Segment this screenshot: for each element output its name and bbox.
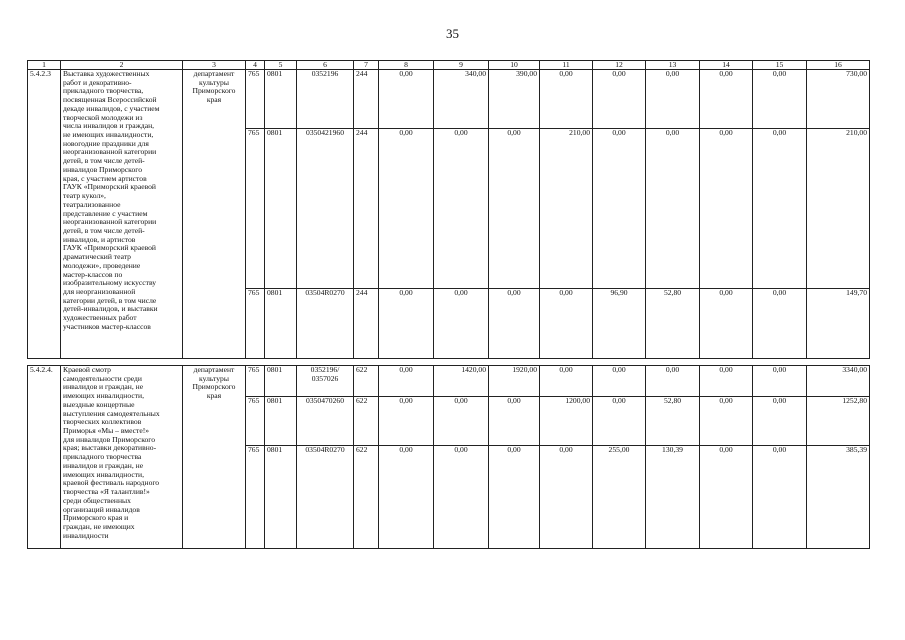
table-cell: 255,00 [593, 446, 646, 549]
table-cell: 0,00 [540, 289, 593, 359]
table-cell: 765 [246, 366, 265, 397]
table-cell: 0352196/ 0357026 [297, 366, 354, 397]
table-cell: 0,00 [700, 289, 753, 359]
table-cell: 3340,00 [807, 366, 870, 397]
column-header: 6 [297, 61, 354, 70]
table-cell: 0,00 [593, 129, 646, 289]
table-cell: 130,39 [646, 446, 700, 549]
row-spacer [28, 359, 870, 366]
table-cell: 0,00 [646, 129, 700, 289]
column-header: 5 [265, 61, 297, 70]
column-header: 8 [379, 61, 434, 70]
table-cell: 622 [354, 446, 379, 549]
table-cell: 765 [246, 397, 265, 446]
table-cell: 0,00 [489, 397, 540, 446]
table-cell: 0,00 [379, 129, 434, 289]
table-cell: 0,00 [379, 397, 434, 446]
table-cell: 52,80 [646, 289, 700, 359]
table-cell: 0352196 [297, 70, 354, 129]
table-cell: 1420,00 [434, 366, 489, 397]
column-header: 11 [540, 61, 593, 70]
column-header: 2 [61, 61, 183, 70]
table-cell: 0,00 [700, 397, 753, 446]
table-cell: 244 [354, 70, 379, 129]
table-cell: 622 [354, 366, 379, 397]
column-header: 10 [489, 61, 540, 70]
column-header: 15 [753, 61, 807, 70]
table-cell: 244 [354, 129, 379, 289]
table-row [28, 366, 870, 397]
item-executor: департамент культуры Приморского края [183, 366, 246, 549]
table-cell: 765 [246, 289, 265, 359]
column-header: 1 [28, 61, 61, 70]
table-cell: 0,00 [434, 289, 489, 359]
table-cell: 0,00 [700, 446, 753, 549]
table-cell: 0,00 [379, 366, 434, 397]
column-header: 13 [646, 61, 700, 70]
table-cell: 0,00 [540, 446, 593, 549]
table-cell: 149,70 [807, 289, 870, 359]
table-cell: 0,00 [489, 129, 540, 289]
table-cell: 340,00 [434, 70, 489, 129]
table-cell: 52,80 [646, 397, 700, 446]
table-cell: 0,00 [379, 446, 434, 549]
table-cell: 0350421960 [297, 129, 354, 289]
table-cell: 0,00 [753, 289, 807, 359]
table-cell: 0,00 [379, 70, 434, 129]
column-header: 4 [246, 61, 265, 70]
table-cell: 0,00 [753, 129, 807, 289]
table-cell: 765 [246, 446, 265, 549]
table-cell: 0350470260 [297, 397, 354, 446]
table-cell: 0,00 [489, 289, 540, 359]
page-number: 35 [446, 26, 459, 41]
table-cell: 0,00 [540, 70, 593, 129]
table-cell: 0,00 [489, 446, 540, 549]
table-cell: 0,00 [700, 129, 753, 289]
table-cell: 0801 [265, 397, 297, 446]
table-cell: 0,00 [753, 366, 807, 397]
budget-table [27, 60, 870, 549]
item-number: 5.4.2.3 [28, 70, 61, 359]
table-cell: 0,00 [700, 366, 753, 397]
column-header: 16 [807, 61, 870, 70]
column-header: 9 [434, 61, 489, 70]
table-cell: 210,00 [807, 129, 870, 289]
table-cell: 1252,80 [807, 397, 870, 446]
table-cell: 0801 [265, 129, 297, 289]
table-cell: 0801 [265, 70, 297, 129]
column-header: 14 [700, 61, 753, 70]
table-cell: 0801 [265, 446, 297, 549]
table-cell: 96,90 [593, 289, 646, 359]
item-description: Краевой смотр самодеятельности среди инвалидов и граждан, не имеющих инвалидности, выездные концертные выступления самодеятельных творческих коллективов Приморья «Мы – вместе!» для инвалидов Приморского края; выставки декоративно- прикладного творчества инвалидов и граждан, не имеющих инвалидности, краевой фестиваль народного творчества «Я талантлив!» среди общественных организаций инвалидов Приморского края и граждан, не имеющих инвалидности [61, 366, 183, 549]
table-cell: 0,00 [646, 70, 700, 129]
table-cell: 03504R0270 [297, 446, 354, 549]
table-cell: 0,00 [700, 70, 753, 129]
table-cell: 0801 [265, 366, 297, 397]
table-cell: 0,00 [593, 397, 646, 446]
table-cell: 03504R0270 [297, 289, 354, 359]
column-header: 3 [183, 61, 246, 70]
table-cell: 385,39 [807, 446, 870, 549]
item-number: 5.4.2.4. [28, 366, 61, 549]
table-cell: 0,00 [593, 366, 646, 397]
item-executor: департамент культуры Приморского края [183, 70, 246, 359]
table-cell: 0,00 [434, 446, 489, 549]
table-cell: 0,00 [753, 70, 807, 129]
column-header: 12 [593, 61, 646, 70]
table-cell: 622 [354, 397, 379, 446]
table-cell: 765 [246, 129, 265, 289]
table-cell: 1200,00 [540, 397, 593, 446]
item-description: Выставка художественных работ и декоративно- прикладного творчества, посвященная Всероссийской декаде инвалидов, с участием творческой молодежи из числа инвалидов и граждан, не имеющих инвалидности, новогодние праздники для неорганизованной категории детей, в том числе детей- инвалидов Приморского края, с участием артистов ГАУК «Приморский краевой театр кукол», театрализованное представление с участием неорганизованной категории детей, в том числе детей- инвалидов, и артистов ГАУК «Приморский краевой драматический театр молодежи», проведение мастер-классов по изобразительному искусству для неорганизованной категории детей, в том числе детей-инвалидов, и выставки художественных работ участников мастер-классов [61, 70, 183, 359]
column-header: 7 [354, 61, 379, 70]
table-cell: 730,00 [807, 70, 870, 129]
table-cell: 0801 [265, 289, 297, 359]
table-cell: 390,00 [489, 70, 540, 129]
table-cell: 0,00 [753, 397, 807, 446]
table-cell: 0,00 [434, 397, 489, 446]
table-cell: 0,00 [753, 446, 807, 549]
table-cell: 0,00 [646, 366, 700, 397]
table-cell: 0,00 [379, 289, 434, 359]
header-row [28, 61, 870, 70]
table-cell: 0,00 [434, 129, 489, 289]
table-cell: 0,00 [540, 366, 593, 397]
table-cell: 0,00 [593, 70, 646, 129]
table-row [28, 70, 870, 129]
table-cell: 1920,00 [489, 366, 540, 397]
table-cell: 244 [354, 289, 379, 359]
table-cell: 210,00 [540, 129, 593, 289]
table-cell: 765 [246, 70, 265, 129]
